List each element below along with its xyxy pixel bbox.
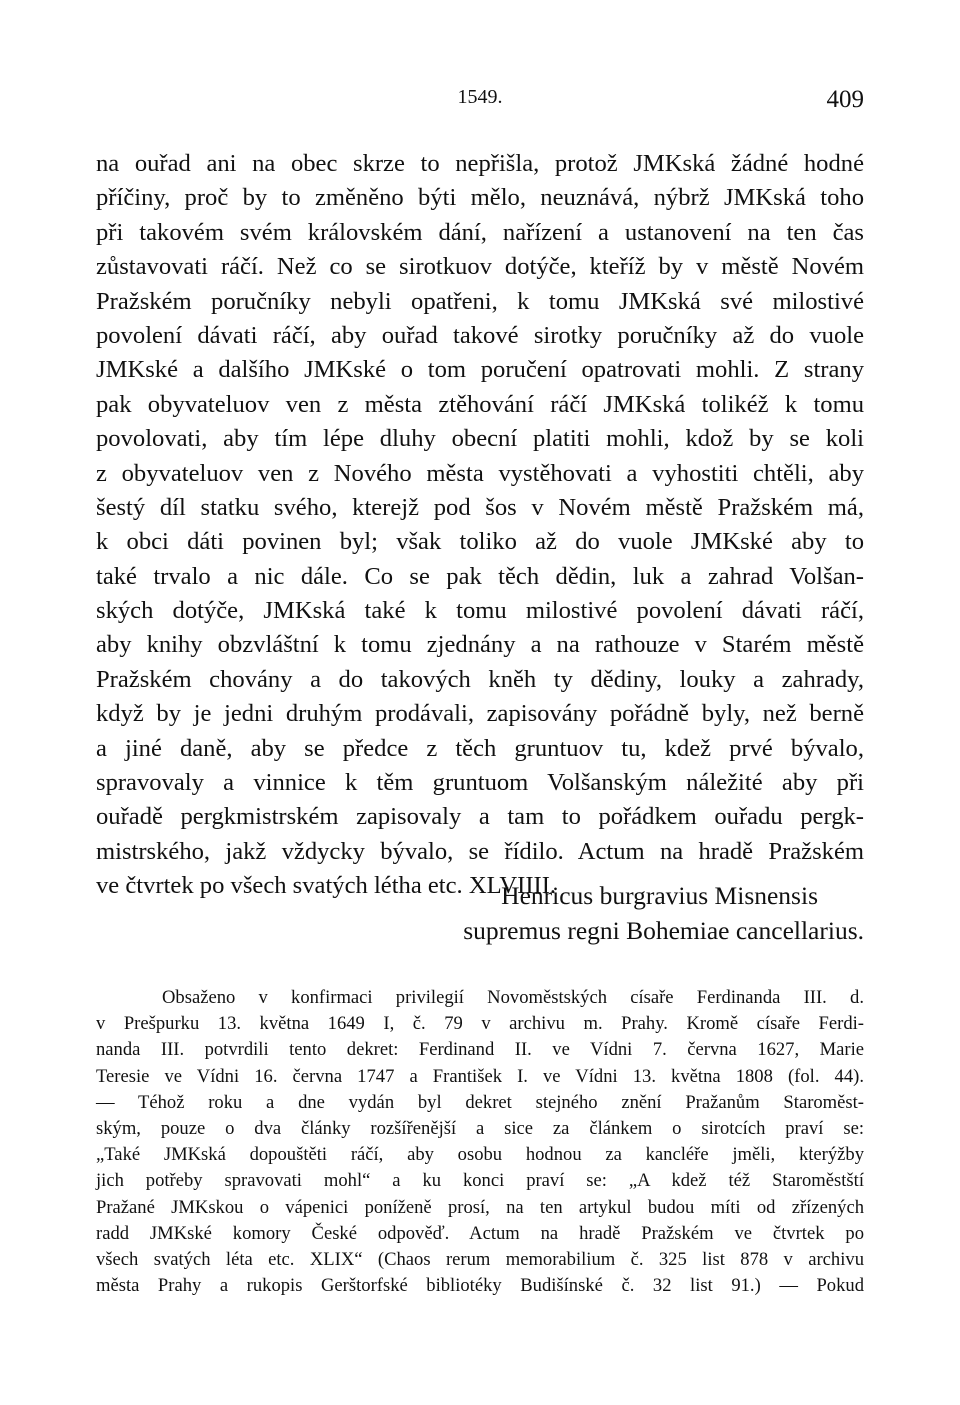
- footnote-line: ským, pouze o dva články rozšířenější a sice za článkem o sirotcích praví se:: [96, 1117, 864, 1139]
- signature-title: supremus regni Bohemiae cancellarius.: [463, 916, 864, 945]
- page-number: 409: [826, 86, 864, 113]
- text-line: ských dotýče, JMKská také k tomu milostivé povolení dávati ráčí,: [96, 597, 864, 625]
- text-line: mistrského, jakž vždycky bývalo, se řídilo. Actum na hradě Pražském: [96, 837, 864, 865]
- text-line: z obyvateluov ven z Nového města vystěhovati a vyhostiti chtěli, aby: [96, 459, 864, 487]
- footnote-line: — Téhož roku a dne vydán byl dekret stejného znění Pražanům Staroměst-: [96, 1091, 864, 1113]
- footnote: [96, 985, 864, 1299]
- text-line: pak obyvateluov ven z města ztěhování ráčí JMKská tolikéž k tomu: [96, 390, 864, 418]
- text-line: když by je jedni druhým prodávali, zapisovány pořádně byly, než berně: [96, 700, 864, 728]
- header-year: 1549.: [457, 86, 503, 108]
- text-line: příčiny, proč by to změněno býti mělo, neuznává, nýbrž JMKská toho: [96, 184, 864, 212]
- footnote-line: nanda III. potvrdili tento dekret: Ferdinand II. ve Vídni 7. června 1627, Marie: [96, 1039, 864, 1061]
- text-line: povolovati, aby tím lépe dluhy obecní platiti mohli, kdož by se koli: [96, 425, 864, 453]
- text-line: a jiné daně, aby se předce z těch gruntuov tu, kdež prvé bývalo,: [96, 734, 864, 762]
- running-header: [96, 86, 864, 116]
- text-line: JMKské a dalšího JMKské o tom poručení opatrovati mohli. Z strany: [96, 356, 864, 384]
- text-line: ouřadě pergkmistrském zapisovaly a tam to pořádkem ouřadu pergk-: [96, 803, 864, 831]
- text-line: k obci dáti povinen byl; však toliko až do vuole JMKské aby to: [96, 528, 864, 556]
- text-line: šestý díl statku svého, kterejž pod šos v Novém městě Pražském má,: [96, 493, 864, 521]
- text-line: Pražském chovány a do takových kněh ty dědiny, louky a zahrady,: [96, 665, 864, 693]
- footnote-line: všech svatých léta etc. XLIX“ (Chaos rerum memorabilium č. 325 list 878 v archivu: [96, 1248, 864, 1270]
- text-line: spravovaly a vinnice k těm gruntuom Volšanským náležité aby při: [96, 769, 864, 797]
- text-line: aby knihy obzvláštní k tomu zjednány a na rathouze v Starém městě: [96, 631, 864, 659]
- footnote-line: v Prešpurku 13. května 1649 I, č. 79 v archivu m. Prahy. Kromě císaře Ferdi-: [96, 1013, 864, 1035]
- text-line: povolení dávati ráčí, aby ouřad takové sirotky poručníky až do vuole: [96, 321, 864, 349]
- footnote-line: města Prahy a rukopis Gerštorfské bibliotéky Budišínské č. 32 list 91.) — Pokud: [96, 1275, 864, 1297]
- signature-name: Henricus burgravius Misnensis: [501, 881, 818, 910]
- text-line: při takovém svém královském dání, nařízení a ustanovení na ten čas: [96, 218, 864, 246]
- footnote-line: Obsaženo v konfirmaci privilegií Novoměstských císaře Ferdinanda III. d.: [162, 987, 864, 1008]
- main-text: [96, 147, 864, 904]
- text-line: také trvalo a nic dále. Co se pak těch dědin, luk a zahrad Volšan-: [96, 562, 864, 590]
- footnote-line: jich potřeby spravovati mohl“ a ku konci praví se: „A kdež též Staroměstští: [96, 1170, 864, 1192]
- footnote-line: Teresie ve Vídni 16. června 1747 a František I. ve Vídni 13. května 1808 (fol. 44).: [96, 1065, 864, 1087]
- footnote-line: „Také JMKská dopouštěti ráčí, aby osobu hodnou za kancléře jměli, kterýžby: [96, 1144, 864, 1166]
- text-line: Pražském poručníky nebyli opatřeni, k tomu JMKská své milostivé: [96, 287, 864, 315]
- text-line: na ouřad ani na obec skrze to nepřišla, protož JMKská žádné hodné: [96, 150, 864, 177]
- text-line: ve čtvrtek po všech svatých létha etc. XLVIIII.: [96, 872, 557, 900]
- footnote-line: radd JMKské komory České odpověď. Actum na hradě Pražském ve čtvrtek po: [96, 1222, 864, 1244]
- footnote-line: Pražané JMKskou o vápenici poníženě prosí, na ten artykul budou míti od zřízených: [96, 1196, 864, 1218]
- signature-block: [344, 878, 864, 948]
- text-line: zůstavovati ráčí. Než co se sirotkuov dotýče, kteříž by v městě Novém: [96, 253, 864, 281]
